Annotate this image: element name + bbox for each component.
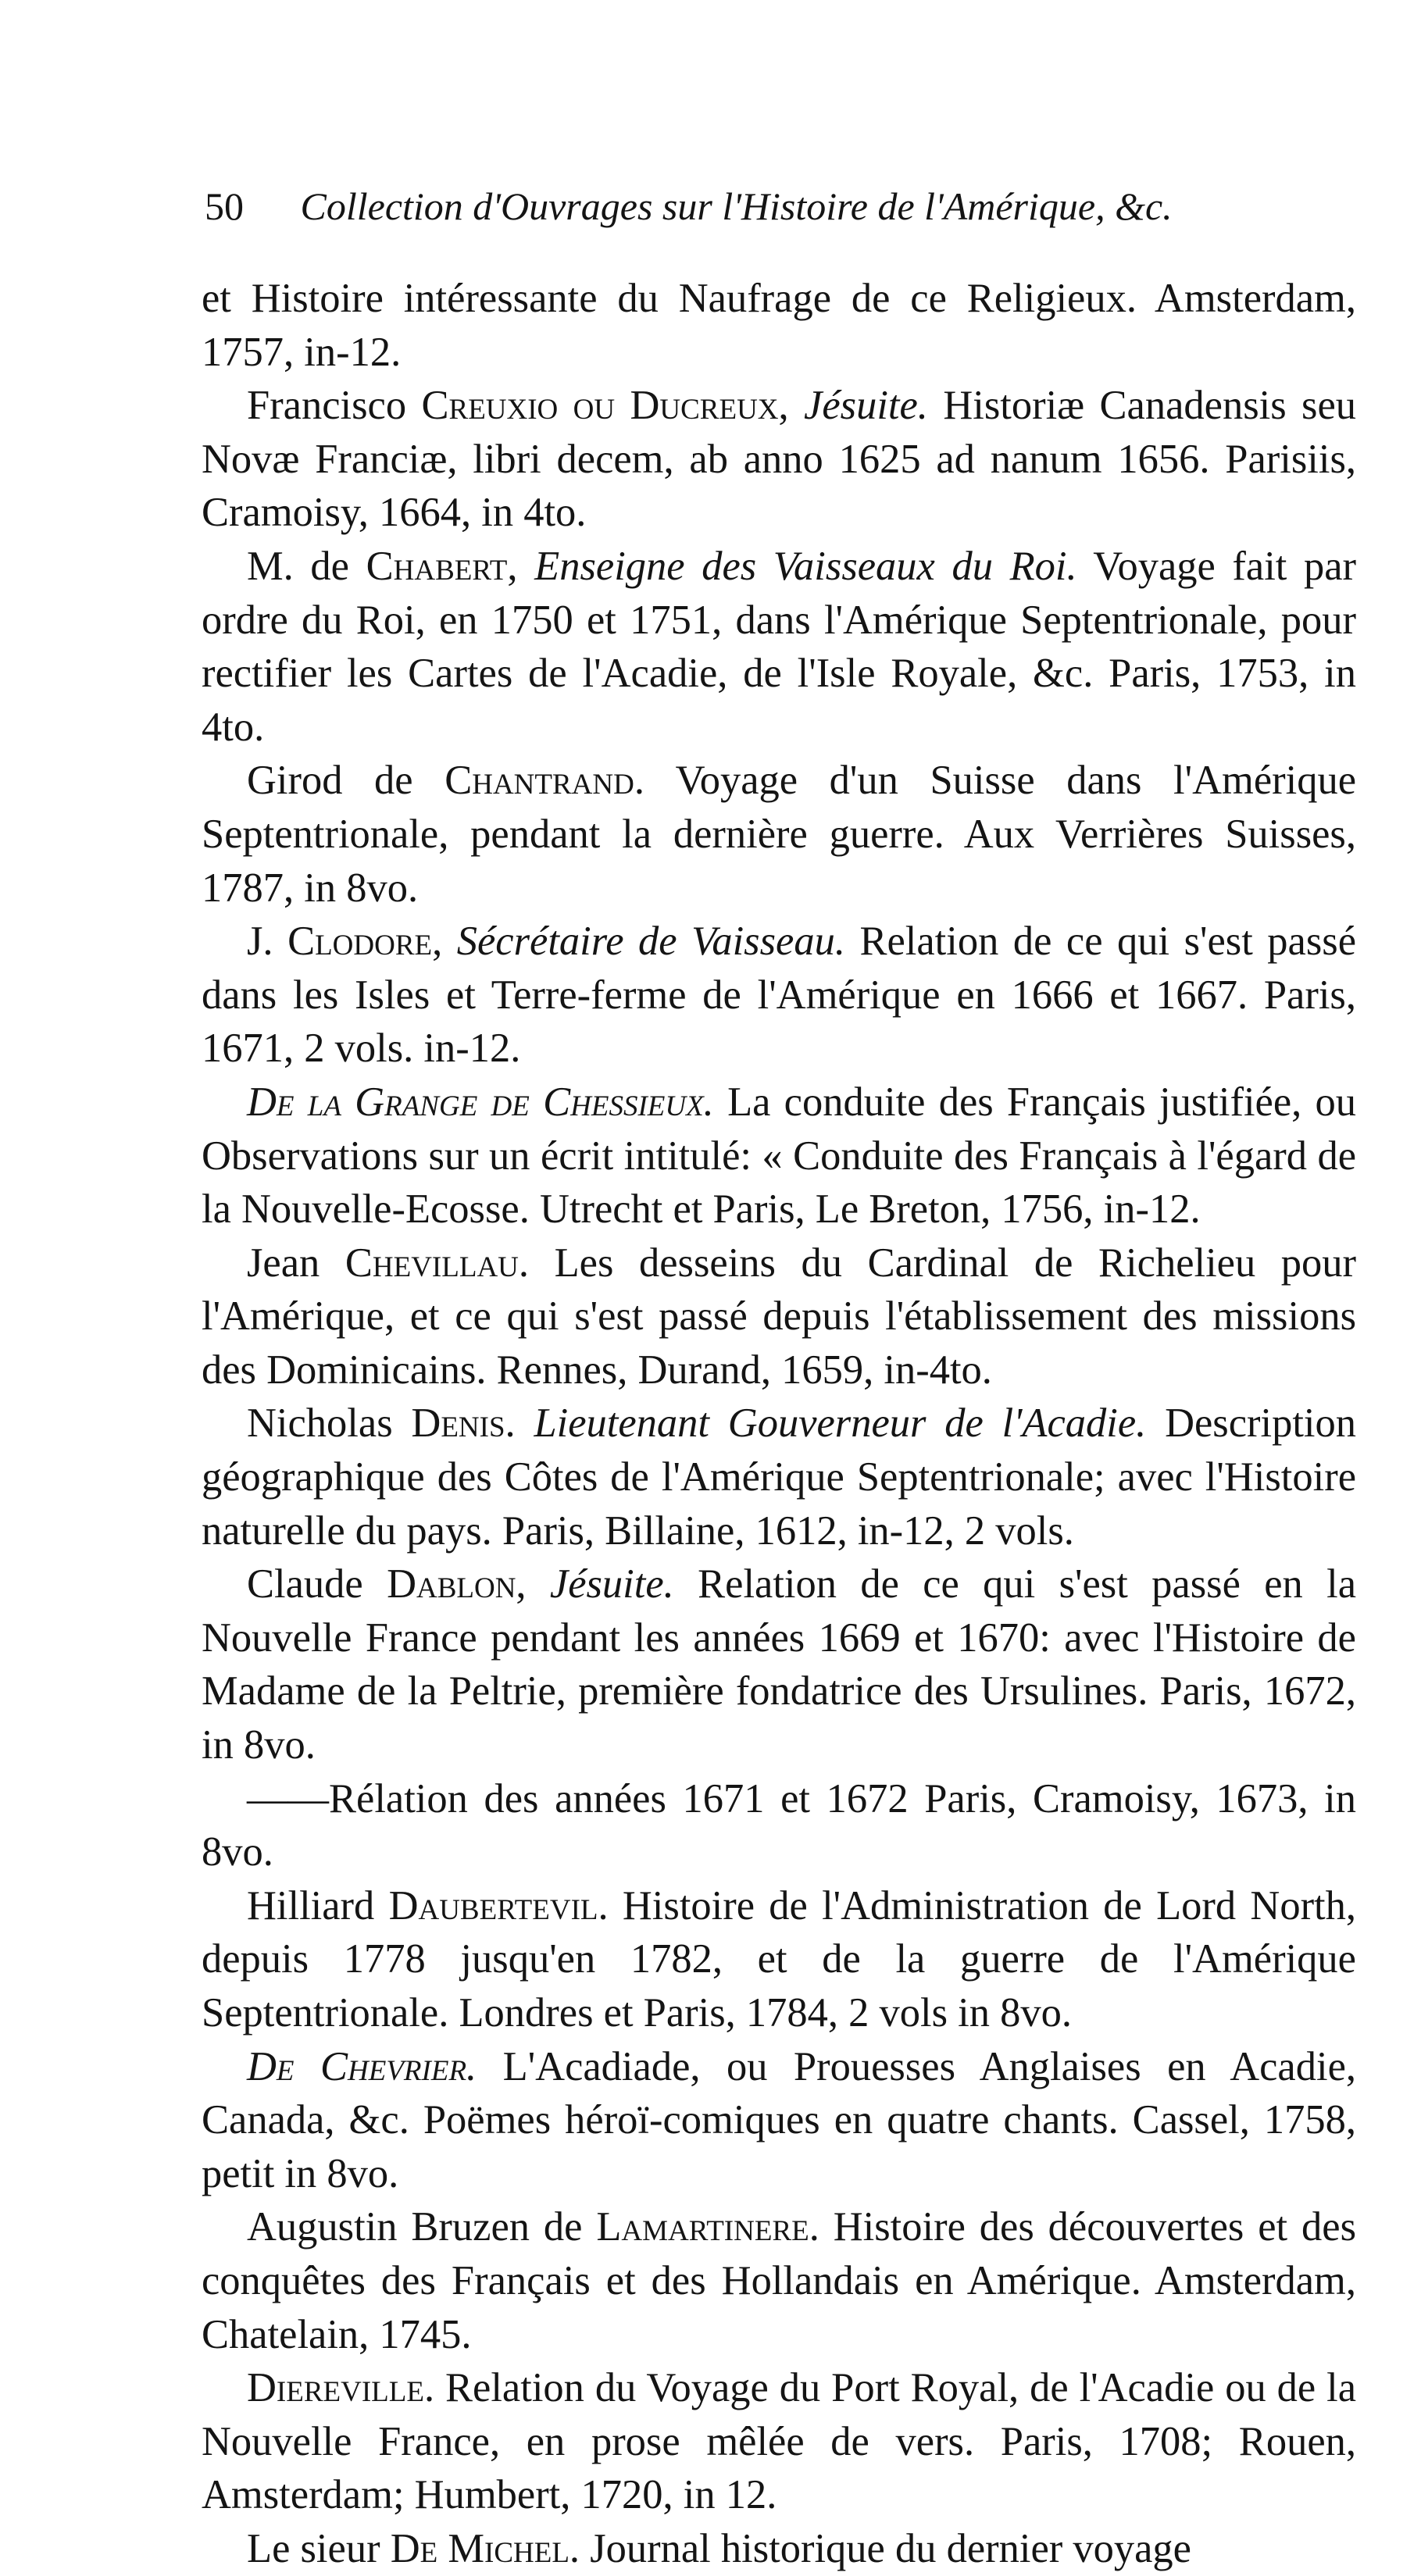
entry-text: Relation de ce qui s'est passé dans les Isles et Terre-ferme de l'Amérique en 1666 et 1667. Paris, 1671, 2 vols. in-12. [202,919,1356,1072]
bibliography-entry [202,915,1356,1076]
running-title: Collection d'Ouvrages sur l'Histoire de l'Amérique, &c. [300,184,1173,228]
page-number: 50 [205,184,244,228]
page-header [205,181,1314,231]
entry-text: Relation de ce qui s'est passé en la Nouvelle France pendant les années 1669 et 1670: avec l'Histoire de Madame de la Peltrie, première fondatrice des Ursulines. Paris, 1672, in 8vo. [202,1561,1356,1768]
bibliography-entry [202,1879,1356,2040]
entry-text: Voyage d'un Suisse dans l'Amérique Septentrionale, pendant la dernière guerre. Aux Verrières Suisses, 1787, in 8vo. [202,758,1357,911]
entry-author: Denis. [411,1400,516,1447]
entry-text: Relation du Voyage du Port Royal, de l'Acadie ou de la Nouvelle France, en prose mêlée de vers. Paris, 1708; Rouen, Amsterdam; Humbert, 1720, in 12. [202,2365,1356,2518]
entry-lead: Jean [247,1240,320,1286]
entry-text: Description géographique des Côtes de l'Amérique Septentrionale; avec l'Histoire naturelle du pays. Paris, Billaine, 1612, in-12, 2 vols. [202,1400,1357,1554]
entry-role: Jésuite. [804,383,928,429]
bibliography-entry [202,1236,1356,1397]
entry-author: Chabert, [366,543,518,589]
entry-lead: J. [247,919,273,965]
entry-lead: Francisco [247,383,407,429]
bibliography-entry [202,2522,1356,2576]
entry-text: Histoire de l'Administration de Lord North, depuis 1778 jusqu'en 1782, et de la guerre de l'Amérique Septentrionale. Londres et Paris, 1784, 2 vols in 8vo. [202,1882,1357,2035]
entry-author: Creuxio ou Ducreux, [421,383,789,429]
entry-text: Historiæ Canadensis seu Novæ Franciæ, libri decem, ab anno 1625 ad nanum 1656. Parisiis, Cramoisy, 1664, in 4to. [202,383,1357,536]
bibliography-entry [202,272,1356,379]
entry-author: Lamartinere. [596,2204,819,2250]
entry-lead: —— [247,1775,329,1821]
entry-lead: Le sieur [247,2525,380,2571]
entry-author: Chevillau. [345,1240,530,1286]
entry-text: Histoire des découvertes et des conquêtes des Français et des Hollandais en Amérique. Amsterdam, Chatelain, 1745. [202,2204,1356,2357]
bibliography-entry [202,379,1356,540]
entry-text: Rélation des années 1671 et 1672 Paris, Cramoisy, 1673, in 8vo. [202,1775,1356,1875]
entry-role: Lieutenant Gouverneur de l'Acadie. [534,1400,1147,1447]
entry-role: Jésuite. [549,1561,674,1607]
entry-author: Diereville. [247,2365,435,2411]
bibliography-entry [202,540,1356,754]
entry-author: Chantrand. [445,758,644,804]
bibliography-text [202,272,1356,2576]
bibliography-entry [202,754,1356,915]
entry-lead: M. de [247,543,349,589]
entry-author: Clodore, [287,919,443,965]
bibliography-entry [202,1557,1356,1771]
entry-text: La conduite des Français justifiée, ou Observations sur un écrit intitulé: « Conduite des Français à l'égard de la Nouvelle-Ecosse. Utrecht et Paris, Le Breton, 1756, in-12. [202,1079,1356,1233]
entry-role: Sécrétaire de Vaisseau. [456,919,845,965]
entry-lead: Claude [247,1561,363,1607]
bibliography-entry [202,2361,1356,2522]
entry-author: Dablon, [387,1561,527,1607]
entry-text: Voyage fait par ordre du Roi, en 1750 et 1751, dans l'Amérique Septentrionale, pour rectifier les Cartes de l'Acadie, de l'Isle Royale, &c. Paris, 1753, in 4to. [202,543,1357,750]
entry-text: Les desseins du Cardinal de Richelieu pour l'Amérique, et ce qui s'est passé depuis l'établissement des missions des Dominicains. Rennes, Durand, 1659, in-4to. [202,1240,1357,1393]
bibliography-entry [202,1076,1356,1236]
bibliography-entry [202,1397,1356,1557]
bibliography-entry [202,2040,1356,2201]
bibliography-entry [202,2200,1356,2361]
entry-author: De Chevrier. [247,2043,477,2089]
entry-role: Enseigne des Vaisseaux du Roi. [534,543,1077,589]
bibliography-entry [202,1772,1356,1879]
entry-lead: Girod de [247,758,413,804]
entry-text: et Histoire intéressante du Naufrage de ce Religieux. Amsterdam, 1757, in-12. [202,276,1356,375]
entry-author: Daubertevil. [388,1882,609,1928]
entry-text: L'Acadiade, ou Prouesses Anglaises en Acadie, Canada, &c. Poëmes héroï-comiques en quatre chants. Cassel, 1758, petit in 8vo. [202,2043,1356,2196]
entry-lead: Hilliard [247,1882,375,1928]
entry-lead: Augustin Bruzen de [247,2204,583,2250]
entry-author: De la Grange de Chessieux. [247,1079,714,1125]
entry-text: Journal historique du dernier voyage [590,2525,1191,2571]
entry-lead: Nicholas [247,1400,393,1447]
entry-author: De Michel. [390,2525,580,2571]
